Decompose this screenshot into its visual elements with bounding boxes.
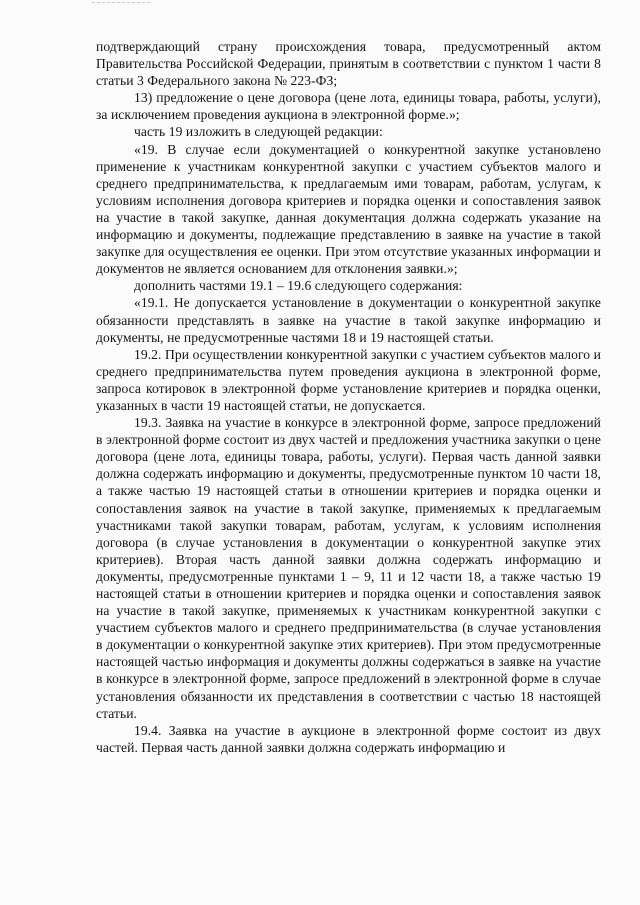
paragraph-item-13: 13) предложение о цене договора (цене лота, единицы товара, работы, услуги), за исключением проведения аукциона в электронной форме.»; [96,90,601,123]
paragraph-part-19-3: 19.3. Заявка на участие в конкурсе в электронной форме, запросе предложений в электронной форме состоит из двух частей и предложения участника закупки о цене договора (цене лота, единицы товара, работы, услуги). Первая часть данной заявки должна содержать информацию и документы, предусмотренные пунктом 10 части 18, а также частью 19 настоящей статьи в отношении критериев и порядка оценки и сопоставления заявок на участие в такой закупке, применяемых к предлагаемым участниками такой закупки товарам, работам, услугам, к условиям исполнения договора (в случае установления в документации о конкурентной закупке этих критериев). Вторая часть данной заявки должна содержать информацию и документы, предусмотренные пунктами 1 – 9, 11 и 12 части 18, а также частью 19 настоящей статьи в отношении критериев и порядка оценки и сопоставления заявок на участие в такой закупке, применяемых к участникам конкурентной закупки с участием субъектов малого и среднего предпринимательства (в случае установления в документации о конкурентной закупке этих критериев). При этом предусмотренные настоящей частью информация и документы должны содержаться в заявке на участие в конкурсе в электронной форме, запросе предложений в электронной форме в случае установления обязанности их представления в соответствии с частью 18 настоящей статьи. [96,415,601,721]
paragraph-part-19-4: 19.4. Заявка на участие в аукционе в электронной форме состоит из двух частей. Первая часть данной заявки должна содержать информацию и [96,722,601,755]
paragraph-part-19-2: 19.2. При осуществлении конкурентной закупки с участием субъектов малого и среднего предпринимательства путем проведения аукциона в электронной форме, запроса котировок в электронной форме установление критериев и порядка оценки, указанных в части 19 настоящей статьи, не допускается. [96,346,601,413]
paragraph-part-19-1: «19.1. Не допускается установление в документации о конкурентной закупке обязанности представлять в заявке на участие в такой закупке информацию и документы, не предусмотренные частями 18 и 19 настоящей статьи. [96,295,601,345]
paragraph-amend-part-19: часть 19 изложить в следующей редакции: [134,124,383,140]
scan-artifact [92,2,150,6]
paragraph-part-19: «19. В случае если документацией о конкурентной закупке установлено применение к участникам конкурентной закупки с участием субъектов малого и среднего предпринимательства, к предлагаемым ими товарам, работам, услугам, к условиям исполнения договора критериев и порядка оценки и сопоставления заявок на участие в такой закупке, данная документация должна содержать указание на информацию и документы, подлежащие представлению в заявке на участие в такой закупке для осуществления ее оценки. При этом отсутствие указанных информации и документов не является основанием для отклонения заявки.»; [96,141,601,277]
paragraph-continuation: подтверждающий страну происхождения товара, предусмотренный актом Правительства Российской Федерации, принятым в соответствии с пунктом 1 части 8 статьи 3 Федерального закона № 223-ФЗ; [96,39,601,89]
paragraph-amend-parts-19-1-19-6: дополнить частями 19.1 – 19.6 следующего содержания: [134,278,463,294]
document-body [96,38,601,756]
